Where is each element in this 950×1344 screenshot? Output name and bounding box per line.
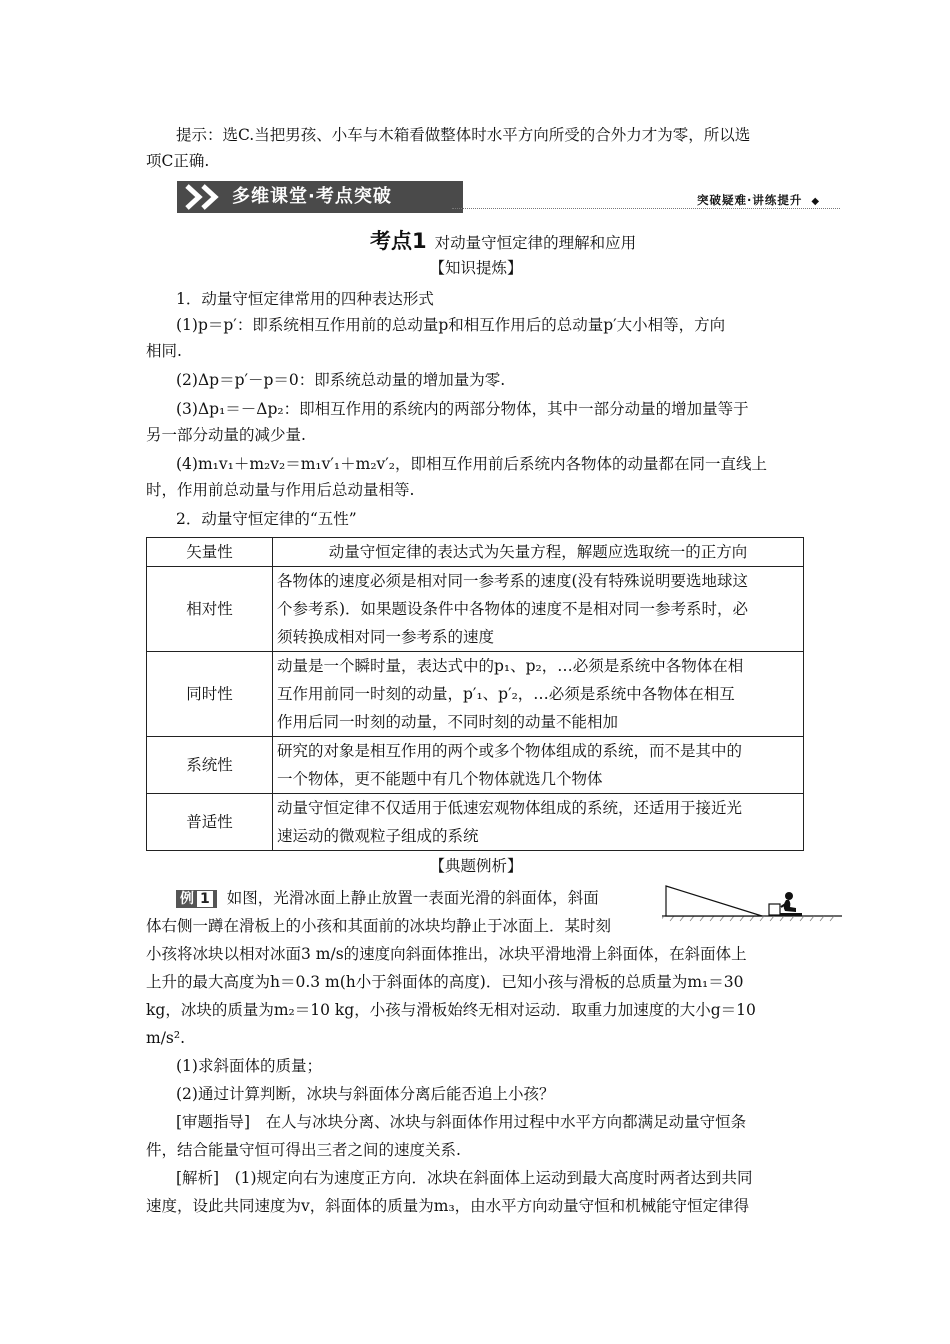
property-desc: 动量守恒定律的表达式为矢量方程，解题应选取统一的正方向 (273, 538, 804, 567)
example-line-4: 上升的最大高度为h＝0.3 m(h小于斜面体的高度)．已知小孩与滑板的总质量为m₁＝30 (146, 973, 744, 991)
chevron-arrows-icon (181, 181, 233, 213)
property-desc: 动量守恒定律不仅适用于低速宏观物体组成的系统，还适用于接近光 速运动的微观粒子组成的系统 (273, 794, 804, 851)
section-banner (177, 181, 463, 213)
example-line-1: 例 1 如图，光滑冰面上静止放置一表面光滑的斜面体，斜面 (176, 887, 599, 909)
formula-1-line-2: 相同. (146, 342, 182, 360)
point1-heading: 1．动量守恒定律常用的四种表达形式 (176, 290, 434, 308)
example-line-5: kg，冰块的质量为m₂＝10 kg，小孩与滑板始终无相对运动．取重力加速度的大小g＝10 (146, 1001, 756, 1019)
formula-2: (2)Δp＝p′－p＝0：即系统总动量的增加量为零. (176, 371, 506, 389)
property-name: 普适性 (147, 794, 273, 851)
formula-3-line-1: (3)Δp₁＝－Δp₂：即相互作用的系统内的两部分物体，其中一部分动量的增加量等于 (176, 400, 749, 418)
topic-number: 考点1 (370, 229, 427, 253)
property-name: 系统性 (147, 737, 273, 794)
example-line-3: 小孩将冰块以相对冰面3 m/s的速度向斜面体推出，冰块平滑地滑上斜面体，在斜面体上 (146, 945, 747, 963)
point2-heading: 2．动量守恒定律的“五性” (176, 510, 357, 528)
analysis-line-1: [解析] (1)规定向右为速度正方向．冰块在斜面体上运动到最大高度时两者达到共同 (176, 1169, 753, 1187)
table-row (147, 652, 804, 737)
section-example-heading: 【典题例析】 (429, 857, 523, 875)
hint-line-1: 提示：选C.当把男孩、小车与木箱看做整体时水平方向所受的合外力才为零，所以选 (176, 126, 751, 144)
table-row (147, 794, 804, 851)
property-name: 同时性 (147, 652, 273, 737)
incline-child-ice-figure (662, 880, 842, 922)
property-desc: 各物体的速度必须是相对同一参考系的速度(没有特殊说明要选地球这 个参考系)．如果题设条件中各物体的速度不是相对同一参考系时，必 须转换成相对同一参考系的速度 (273, 567, 804, 652)
ice-block (769, 904, 780, 915)
property-desc: 研究的对象是相互作用的两个或多个物体组成的系统，而不是其中的 一个物体，更不能题中有几个物体就选几个物体 (273, 737, 804, 794)
question-1: (1)求斜面体的质量； (176, 1057, 322, 1075)
incline-shape (666, 886, 762, 916)
banner-divider (452, 208, 840, 209)
table-row (147, 737, 804, 794)
analysis-line-2: 速度，设此共同速度为v，斜面体的质量为m₃，由水平方向动量守恒和机械能守恒定律得 (146, 1197, 750, 1215)
guide-line-2: 件，结合能量守恒可得出三者之间的速度关系. (146, 1141, 461, 1159)
topic-title: 对动量守恒定律的理解和应用 (434, 234, 637, 252)
section-knowledge-heading: 【知识提炼】 (429, 259, 523, 277)
example-line-2: 体右侧一蹲在滑板上的小孩和其面前的冰块均静止于冰面上．某时刻 (146, 917, 612, 935)
table-row (147, 538, 804, 567)
question-2: (2)通过计算判断，冰块与斜面体分离后能否追上小孩？ (176, 1085, 555, 1103)
property-name: 矢量性 (147, 538, 273, 567)
property-desc: 动量是一个瞬时量，表达式中的p₁、p₂，…必须是系统中各物体在相 互作用前同一时刻的动量，p′₁、p′₂，…必须是系统中各物体在相互 作用后同一时刻的动量，不同时刻的动量不能相加 (273, 652, 804, 737)
guide-line-1: [审题指导] 在人与冰块分离、冰块与斜面体作用过程中水平方向都满足动量守恒条 (176, 1113, 747, 1131)
property-name: 相对性 (147, 567, 273, 652)
formula-4-line-1: (4)m₁v₁＋m₂v₂＝m₁v′₁＋m₂v′₂，即相互作用前后系统内各物体的动量都在同一直线上 (176, 455, 768, 473)
topic-heading (370, 228, 636, 256)
five-properties-table (146, 537, 804, 851)
hint-line-2: 项C正确. (146, 152, 210, 170)
example-tag: 例 1 (176, 890, 217, 908)
diamond-icon: ◆ (811, 196, 821, 207)
banner-subtitle: 突破疑难·讲练提升 ◆ (697, 193, 821, 207)
example-line-6: m/s². (146, 1029, 186, 1047)
formula-3-line-2: 另一部分动量的减少量. (146, 426, 306, 444)
skateboard (780, 913, 802, 916)
formula-4-line-2: 时，作用前总动量与作用后总动量相等. (146, 481, 415, 499)
banner-title: 多维课堂·考点突破 (232, 186, 392, 207)
formula-1-line-1: (1)p＝p′：即系统相互作用前的总动量p和相互作用后的总动量p′大小相等，方向 (176, 316, 726, 334)
table-row (147, 567, 804, 652)
